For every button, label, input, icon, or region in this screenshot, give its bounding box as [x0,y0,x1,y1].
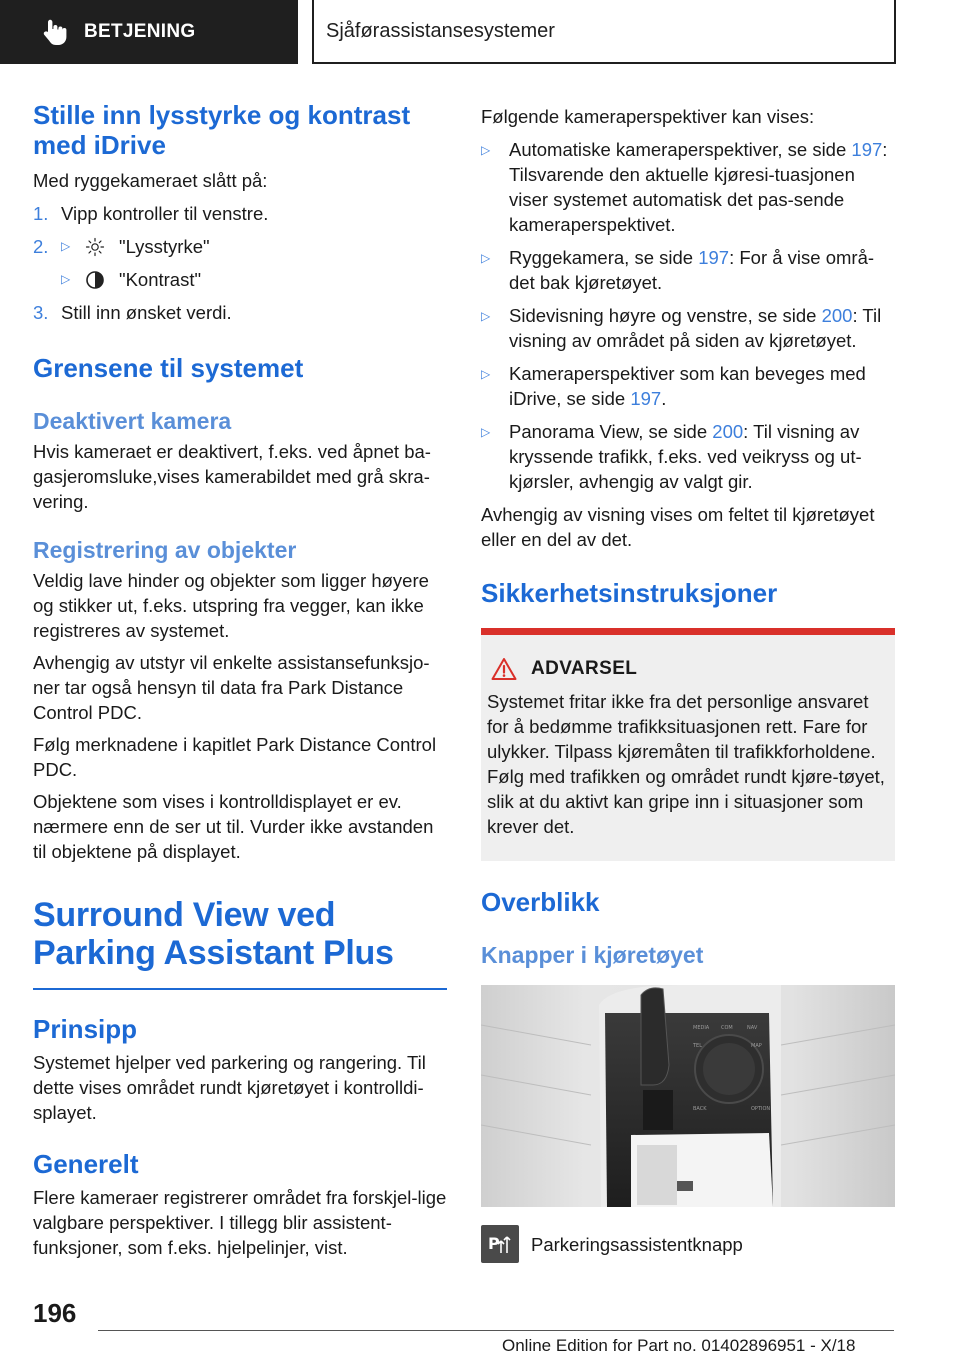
section-tab [0,0,298,64]
section-tab-label: BETJENING [84,21,196,42]
list-item: ▷ Automatiske kameraperspektiver, se side 197: Tilsvarende den aktuelle kjøresi-tuasjonen viser systemet automatisk det pas-sende kameraperspektivet. [481,139,888,235]
steps-list [33,201,447,325]
overview-heading: Overblikk [481,887,600,917]
list-item: ▷ Sidevisning høyre og venstre, se side 200: Til visning av området på siden av kjøretøyet. [481,305,882,351]
svg-text:TEL: TEL [693,1043,702,1049]
page-link[interactable]: 197 [698,247,730,268]
registration-paragraph-2: Avhengig av utstyr vil enkelte assistansefunksjo-ner tar også hensyn til data fra Park Distance Control PDC. [33,652,430,723]
list-item: ▷ Ryggekamera, se side 197: For å vise områ-det bak kjøretøyet. [481,247,875,293]
svg-text:MAP: MAP [751,1043,762,1049]
deactivated-heading: Deaktivert kamera [33,408,232,434]
warning-label: ADVARSEL [531,658,638,679]
triangle-bullet-icon: ▷ [481,367,491,381]
step-3: 3. Still inn ønsket verdi. [33,302,232,323]
warning-divider [481,628,895,635]
page-link[interactable]: 197 [851,139,883,160]
brightness-icon [85,237,119,257]
registration-paragraph-4: Objektene som vises i kontrolldisplayet er ev. nærmere enn de ser ut til. Vurder ikke avstanden til objektene på displayet. [33,791,434,862]
triangle-bullet-icon: ▷ [61,272,71,286]
page-link[interactable]: 200 [821,305,853,326]
parking-assistant-button-icon [481,1225,519,1263]
step-2: 2. ▷ "Lysstyrke" ▷ "Kontrast" [33,236,210,290]
perspectives-intro: Følgende kameraperspektiver kan vises: [481,106,815,127]
hand-pointer-icon [34,12,74,52]
warning-text: Systemet fritar ikke fra det personlige ansvaret for å bedømme trafikksituasjonen rett. Fare for ulykker. Tilpass kjøremåten til trafikkforholdene. Følg med trafikken og området rundt kjøre-tøyet, slik at du aktivt kan gripe inn i situasjoner som krever det. [487,691,885,837]
center-console-photo [481,985,895,1207]
limits-heading: Grensene til systemet [33,353,304,383]
chapter-tab-label: Sjåførassistansesystemer [326,19,555,42]
triangle-bullet-icon: ▷ [481,143,491,157]
step-2-contrast: ▷ "Kontrast" [61,269,202,290]
contrast-icon [85,270,119,290]
right-column [481,100,895,1263]
svg-text:BACK: BACK [693,1106,707,1112]
left-column [33,100,447,1260]
list-item: ▷ Kameraperspektiver som kan beveges med iDrive, se side 197. [481,363,866,409]
list-item: ▷ Panorama View, se side 200: Til visning av kryssende trafikk, f.eks. ved veikryss og ut-kjørsler, avhengig av valgt gir. [481,421,862,492]
surround-view-heading: Surround View ved Parking Assistant Plus [33,896,394,972]
buttons-heading: Knapper i kjøretøyet [481,942,704,968]
svg-text:COM: COM [721,1025,733,1031]
triangle-bullet-icon: ▷ [481,425,491,439]
triangle-bullet-icon: ▷ [61,239,71,253]
registration-heading: Registrering av objekter [33,537,297,563]
warning-triangle-icon [491,657,517,681]
step-1: 1. Vipp kontroller til venstre. [33,203,269,224]
registration-paragraph-3: Følg merknadene i kapitlet Park Distance Control PDC. [33,734,437,780]
page-link[interactable]: 200 [712,421,744,442]
footer-divider [98,1330,894,1331]
perspectives-list [481,137,895,494]
safety-heading: Sikkerhetsinstruksjoner [481,578,778,608]
svg-text:OPTION: OPTION [751,1106,771,1112]
principle-text: Systemet hjelper ved parkering og rangering. Til dette vises området rundt kjøretøyet i kontrolldi-splayet. [33,1052,426,1123]
heading-divider [33,988,447,990]
principle-heading: Prinsipp [33,1014,138,1044]
chapter-tab [312,0,896,64]
warning-box [481,635,895,861]
general-heading: Generelt [33,1149,139,1179]
page-number: 196 [33,1298,77,1328]
brightness-heading: Stille inn lysstyrke og kontrast med iDrive [33,100,411,160]
perspectives-note: Avhengig av visning vises om feltet til kjøretøyet eller en del av det. [481,504,875,550]
svg-text:P: P [488,1234,500,1253]
page-header [0,0,960,66]
button-legend [481,1225,895,1263]
step-2-brightness: ▷ "Lysstyrke" [61,236,210,257]
svg-text:MEDIA: MEDIA [693,1025,710,1031]
warning-header [487,657,889,681]
triangle-bullet-icon: ▷ [481,251,491,265]
general-text: Flere kameraer registrerer området fra forskjel-lige valgbare perspektiver. I tillegg blir assistent-funksjoner, som f.eks. hjelpelinjer, vist. [33,1187,447,1258]
edition-text: Online Edition for Part no. 01402896951 - X/18 [502,1336,856,1355]
brightness-intro: Med ryggekameraet slått på: [33,170,268,191]
triangle-bullet-icon: ▷ [481,309,491,323]
registration-paragraph-1: Veldig lave hinder og objekter som ligger høyere og stikker ut, f.eks. utspring fra vegger, kan ikke registreres av systemet. [33,570,429,641]
deactivated-text: Hvis kameraet er deaktivert, f.eks. ved åpnet ba-gasjeromsluke,vises kamerabildet med grå skra-vering. [33,441,431,512]
page-link[interactable]: 197 [630,388,662,409]
button-caption: Parkeringsassistentknapp [531,1233,743,1255]
svg-text:NAV: NAV [747,1025,758,1031]
